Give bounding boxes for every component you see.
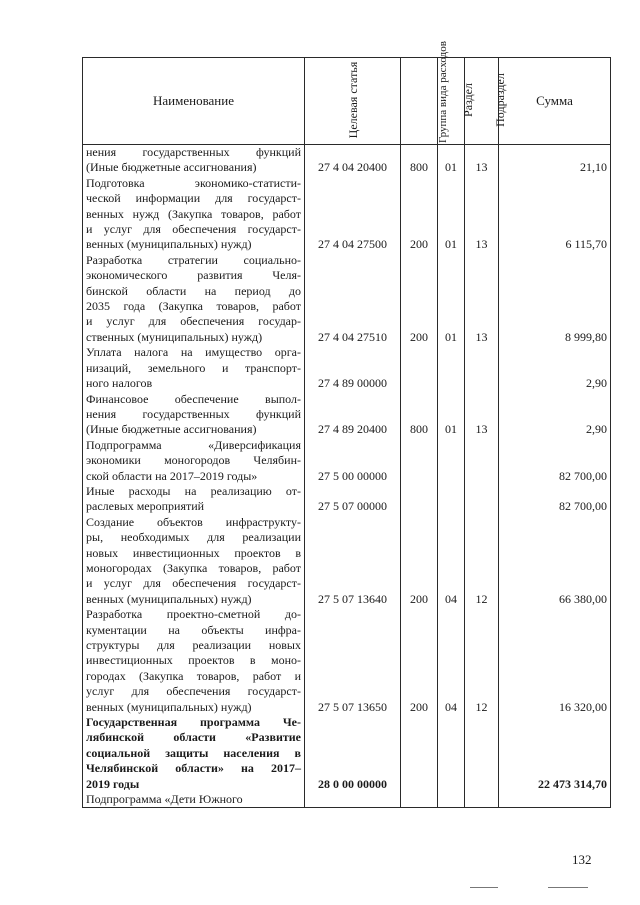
row-expense-group: 800: [401, 145, 438, 176]
row-name: [83, 176, 305, 253]
row-name-line: кументации на объекты инфра-: [86, 622, 301, 637]
row-subsection: [465, 438, 499, 484]
row-name: [83, 253, 305, 345]
row-name: [83, 515, 305, 607]
table-row: [83, 392, 611, 438]
row-name: [83, 345, 305, 391]
row-name: [83, 438, 305, 484]
header-expense-group: Группа вида расходов: [437, 41, 449, 144]
row-name-line: 2035 года (Закупка товаров, работ: [86, 299, 301, 314]
row-sum: 2,90: [499, 392, 611, 438]
table-row: [83, 145, 611, 176]
row-sum: 22 473 314,70: [499, 715, 611, 792]
table-row: [83, 484, 611, 515]
row-target-article: 28 0 00 00000: [305, 715, 401, 792]
row-section: 04: [438, 515, 465, 607]
row-section: [438, 792, 465, 808]
row-expense-group: 200: [401, 253, 438, 345]
row-expense-group: 200: [401, 515, 438, 607]
row-target-article: 27 4 04 27500: [305, 176, 401, 253]
row-name-line: ного налогов: [86, 376, 153, 391]
row-subsection: 12: [465, 607, 499, 715]
row-target-article: 27 4 04 20400: [305, 145, 401, 176]
row-expense-group: [401, 792, 438, 808]
row-sum: 82 700,00: [499, 484, 611, 515]
row-subsection: 13: [465, 392, 499, 438]
row-name-line: инвестиционных проектов в моно-: [86, 653, 301, 668]
table-row: [83, 792, 611, 808]
row-name: [83, 484, 305, 515]
row-sum: 21,10: [499, 145, 611, 176]
table-row: [83, 438, 611, 484]
header-name: Наименование: [83, 58, 305, 145]
row-name-line: Разработка стратегии социально-: [86, 252, 301, 267]
row-name: [83, 392, 305, 438]
header-subsection: Подраздел: [493, 73, 507, 128]
row-section: 01: [438, 145, 465, 176]
row-name-line: бинской области на период до: [86, 283, 301, 298]
page-number: 132: [572, 852, 592, 867]
budget-table: [82, 41, 611, 808]
row-name-line: 2019 годы: [86, 776, 140, 791]
row-target-article: 27 5 07 13640: [305, 515, 401, 607]
row-target-article: 27 4 89 20400: [305, 392, 401, 438]
row-name-line: (Иные бюджетные ассигнования): [86, 160, 257, 175]
row-name-line: социальной защиты населения в: [86, 745, 301, 760]
row-name-line: структуры для реализации новых: [86, 638, 301, 652]
row-name-line: Финансовое обеспечение выпол-: [86, 391, 301, 406]
table-row: [83, 715, 611, 792]
row-name: [83, 607, 305, 715]
row-sum: 66 380,00: [499, 515, 611, 607]
row-sum: 16 320,00: [499, 607, 611, 715]
row-section: 01: [438, 253, 465, 345]
row-name-line: ры, необходимых для реализации: [86, 530, 301, 545]
row-subsection: 12: [465, 515, 499, 607]
table-row: [83, 176, 611, 253]
row-target-article: 27 4 04 27510: [305, 253, 401, 345]
row-name-line: нения государственных функций: [86, 145, 301, 159]
row-name-line: Подготовка экономико-статисти-: [86, 175, 301, 190]
table-row: [83, 253, 611, 345]
row-sum: [499, 792, 611, 808]
row-name-line: моногородах (Закупка товаров, работ: [86, 560, 301, 575]
row-expense-group: [401, 438, 438, 484]
row-section: 01: [438, 392, 465, 438]
row-subsection: 13: [465, 145, 499, 176]
table-body: [83, 145, 611, 808]
row-name-line: ческой информации для государст-: [86, 191, 301, 206]
row-name-line: услуг для обеспечения государст-: [86, 684, 301, 699]
row-subsection: [465, 792, 499, 808]
row-name-line: и услуг для обеспечения государ-: [86, 314, 301, 329]
row-section: 04: [438, 607, 465, 715]
row-name-line: венных нужд (Закупка товаров, работ: [86, 206, 301, 221]
row-name-line: и услуг для обеспечения государст-: [86, 222, 301, 237]
table-row: [83, 607, 611, 715]
row-name-line: Уплата налога на имущество орга-: [86, 345, 301, 360]
row-name-line: раслевых мероприятий: [86, 499, 205, 514]
row-name: [83, 792, 305, 808]
row-expense-group: [401, 484, 438, 515]
row-subsection: 13: [465, 253, 499, 345]
row-name-line: экономики моногородов Челябин-: [86, 453, 301, 468]
row-section: [438, 438, 465, 484]
header-sum: Сумма: [499, 58, 611, 145]
row-target-article: 27 5 07 00000: [305, 484, 401, 515]
row-expense-group: 200: [401, 607, 438, 715]
scan-artifact: [470, 887, 498, 888]
row-section: [438, 715, 465, 792]
row-name-line: Создание объектов инфраструкту-: [86, 514, 301, 529]
row-name-line: Подпрограмма «Диверсификация: [86, 437, 301, 452]
row-subsection: 13: [465, 176, 499, 253]
row-name-line: нения государственных функций: [86, 406, 301, 421]
row-section: 01: [438, 176, 465, 253]
row-name-line: Подпрограмма «Дети Южного: [86, 792, 243, 807]
row-section: [438, 345, 465, 391]
row-name-line: лябинской области «Развитие: [86, 730, 301, 745]
scan-artifact: [548, 887, 588, 888]
header-section: Раздел: [461, 83, 475, 118]
row-target-article: [305, 792, 401, 808]
row-name-line: венных (муниципальных) нужд): [86, 699, 252, 714]
table-row: [83, 515, 611, 607]
row-subsection: [465, 484, 499, 515]
row-expense-group: [401, 715, 438, 792]
row-expense-group: 800: [401, 392, 438, 438]
row-name-line: Государственная программа Че-: [86, 715, 301, 730]
row-name-line: венных (муниципальных) нужд): [86, 591, 252, 606]
row-name-line: ской области на 2017–2019 годы»: [86, 468, 258, 483]
row-name: [83, 145, 305, 176]
row-name-line: низаций, земельного и транспорт-: [86, 360, 301, 375]
row-name-line: городах (Закупка товаров, работ и: [86, 668, 301, 683]
row-expense-group: 200: [401, 176, 438, 253]
row-section: [438, 484, 465, 515]
row-subsection: [465, 345, 499, 391]
row-name-line: экономического развития Челя-: [86, 268, 301, 283]
table-header-row: [83, 58, 611, 145]
row-sum: 82 700,00: [499, 438, 611, 484]
row-target-article: 27 5 07 13650: [305, 607, 401, 715]
header-expense-group-cell: [401, 41, 449, 145]
row-sum: 6 115,70: [499, 176, 611, 253]
row-name: [83, 715, 305, 792]
row-target-article: 27 4 89 00000: [305, 345, 401, 391]
row-name-line: Разработка проектно-сметной до-: [86, 607, 301, 622]
table-row: [83, 345, 611, 391]
row-name-line: ственных (муниципальных) нужд): [86, 329, 263, 344]
header-target-article: Целевая статья: [345, 61, 360, 139]
row-name-line: Иные расходы на реализацию от-: [86, 483, 301, 498]
row-name-line: новых инвестиционных проектов в: [86, 545, 301, 560]
row-expense-group: [401, 345, 438, 391]
row-name-line: и услуг для обеспечения государст-: [86, 576, 301, 591]
row-subsection: [465, 715, 499, 792]
row-sum: 8 999,80: [499, 253, 611, 345]
row-sum: 2,90: [499, 345, 611, 391]
row-target-article: 27 5 00 00000: [305, 438, 401, 484]
header-target-article-cell: [305, 58, 401, 145]
row-name-line: (Иные бюджетные ассигнования): [86, 422, 257, 437]
row-name-line: венных (муниципальных) нужд): [86, 237, 252, 252]
row-name-line: Челябинской области» на 2017–: [86, 761, 301, 776]
